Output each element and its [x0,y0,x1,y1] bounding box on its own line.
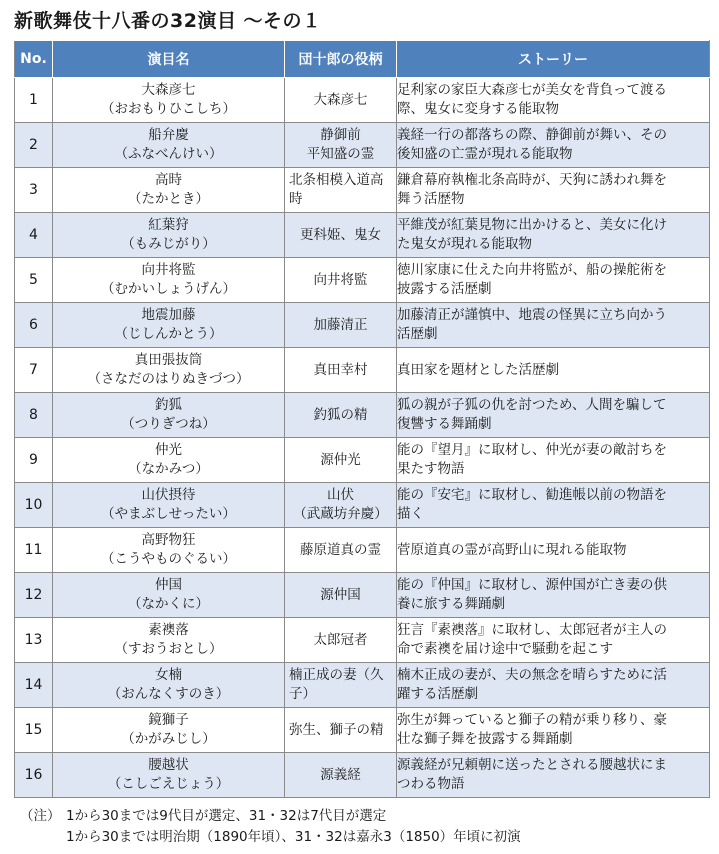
story-line-1: 能の『安宅』に取材し、勧進帳以前の物語を [397,487,667,503]
row-number: 10 [15,483,53,528]
program-title: 大森彦七 [141,82,196,98]
role-line-1: 弥生、獅子の精 [289,721,384,738]
role-cell [285,303,397,348]
header-story: ストーリー [397,41,710,78]
table-row [15,393,710,438]
program-title: 素襖落 [148,622,189,638]
program-title-cell [53,663,285,708]
program-title: 紅葉狩 [148,217,189,233]
story-line-2: つわる物語 [397,776,465,792]
role-line-2: 平知盛の霊 [306,146,375,162]
story-line-1: 能の『望月』に取材し、仲光が妻の敵討ちを [397,442,667,458]
table-row [15,573,710,618]
program-reading: （もみじがり） [121,236,216,252]
table-row [15,123,710,168]
row-number: 6 [15,303,53,348]
story-cell [397,393,710,438]
program-title-cell [53,483,285,528]
row-number: 9 [15,438,53,483]
program-title: 向井将監 [141,262,196,278]
row-number: 13 [15,618,53,663]
story-line-2: 果たす物語 [397,461,465,477]
story-line-2: 養に旅する舞踊劇 [397,596,505,612]
story-cell [397,213,710,258]
program-title: 鏡獅子 [148,712,189,728]
story-cell [397,258,710,303]
role-cell [285,123,397,168]
story-line-2: 描く [397,506,424,522]
program-reading: （こしごえじょう） [107,776,230,792]
role-line-1: 北条相模入道高 [289,172,384,188]
program-reading: （なかみつ） [128,461,209,477]
program-title: 高時 [155,172,182,188]
program-title-cell [53,258,285,303]
role-line-2: 子） [289,686,316,702]
table-row [15,528,710,573]
role-cell [285,258,397,303]
program-title: 仲国 [155,577,182,593]
story-line-2: 復讐する舞踊劇 [397,416,492,432]
story-cell [397,483,710,528]
story-cell [397,618,710,663]
program-reading: （ふなべんけい） [114,146,223,162]
row-number: 12 [15,573,53,618]
story-cell [397,123,710,168]
table-row [15,483,710,528]
table-row [15,753,710,798]
role-line-1: 太郎冠者 [313,631,368,648]
role-line-1: 真田幸村 [313,361,368,378]
program-reading: （すおうおとし） [114,641,223,657]
role-line-1: 楠正成の妻（久 [289,667,384,683]
row-number: 7 [15,348,53,393]
story-line-2: 後知盛の亡霊が現れる能取物 [397,146,573,162]
program-reading: （なかくに） [128,596,209,612]
program-title-cell [53,573,285,618]
program-reading: （じしんかとう） [114,326,223,342]
role-cell [285,438,397,483]
role-cell [285,393,397,438]
program-reading: （かがみじし） [121,731,216,747]
story-line-1: 能の『仲国』に取材し、源仲国が亡き妻の供 [397,577,667,593]
story-line-1: 狂言『素襖落』に取材し、太郎冠者が主人の [397,622,667,638]
story-line-1: 真田家を題材とした活歴劇 [397,361,559,378]
story-cell [397,438,710,483]
role-cell [285,753,397,798]
program-title-cell [53,393,285,438]
program-title-cell [53,303,285,348]
program-title-cell [53,348,285,393]
program-title: 高野物狂 [141,532,196,548]
footnotes [20,806,521,848]
story-line-1: 義経一行の都落ちの際、静御前が舞い、その [397,127,667,143]
story-cell [397,303,710,348]
table-row [15,348,710,393]
role-line-1: 向井将監 [313,271,368,288]
program-title-cell [53,618,285,663]
story-line-2: 躍する活歴劇 [397,686,478,702]
story-cell [397,753,710,798]
table-row [15,168,710,213]
table-row [15,618,710,663]
role-line-1: 山伏 [327,487,354,503]
role-cell [285,708,397,753]
role-cell [285,528,397,573]
program-reading: （たかとき） [128,191,209,207]
row-number: 4 [15,213,53,258]
program-title-cell [53,213,285,258]
story-cell [397,708,710,753]
notes-label: （注） [20,808,61,824]
story-cell [397,528,710,573]
table-row [15,213,710,258]
header-title: 演目名 [53,41,285,78]
row-number: 5 [15,258,53,303]
role-line-1: 大森彦七 [313,91,368,108]
story-line-1: 徳川家康に仕えた向井将監が、船の操舵術を [397,262,667,278]
table-row [15,438,710,483]
role-line-1: 源義経 [320,766,361,783]
program-title-cell [53,438,285,483]
page-title: 新歌舞伎十八番の32演目 〜その１ [14,10,322,32]
story-cell [397,168,710,213]
story-cell [397,348,710,393]
program-reading: （つりぎつね） [121,416,216,432]
role-line-1: 源仲国 [320,586,361,603]
row-number: 3 [15,168,53,213]
story-cell [397,663,710,708]
program-title: 山伏摂待 [141,487,196,503]
story-line-2: 命で素襖を届け途中で騒動を起こす [397,641,613,657]
program-title-cell [53,123,285,168]
table-row [15,663,710,708]
role-cell [285,348,397,393]
role-cell [285,78,397,123]
story-line-1: 加藤清正が謹慎中、地震の怪異に立ち向かう [397,307,667,323]
program-title-cell [53,528,285,573]
story-cell [397,78,710,123]
role-cell [285,213,397,258]
table-row [15,78,710,123]
row-number: 15 [15,708,53,753]
story-line-1: 楠木正成の妻が、夫の無念を晴らすために活 [397,667,667,683]
story-line-2: 舞う活歴物 [397,191,465,207]
table-row [15,303,710,348]
program-title: 腰越状 [148,757,189,773]
row-number: 14 [15,663,53,708]
program-title: 女楠 [155,667,182,683]
story-line-2: た鬼女が現れる能取物 [397,236,532,252]
row-number: 1 [15,78,53,123]
program-title: 真田張抜筒 [134,352,203,368]
story-line-2: 披露する活歴劇 [397,281,492,297]
role-line-1: 加藤清正 [313,316,368,333]
program-title: 船弁慶 [148,127,189,143]
role-cell [285,168,397,213]
role-cell [285,663,397,708]
role-line-2: 時 [289,191,303,207]
program-reading: （むかいしょうげん） [101,281,236,297]
header-no: No. [15,41,53,78]
row-number: 16 [15,753,53,798]
program-title: 地震加藤 [141,307,196,323]
table-body [15,78,710,798]
story-cell [397,573,710,618]
program-title-cell [53,78,285,123]
story-line-2: 活歴劇 [397,326,438,342]
program-reading: （こうやものぐるい） [101,551,236,567]
role-line-1: 藤原道真の霊 [300,541,381,558]
program-title-cell [53,168,285,213]
table-row [15,708,710,753]
table-row [15,258,710,303]
role-line-1: 更科姫、鬼女 [300,226,381,243]
story-line-1: 弥生が舞っていると獅子の精が乗り移り、豪 [397,712,667,728]
row-number: 11 [15,528,53,573]
story-line-1: 足利家の家臣大森彦七が美女を背負って渡る [397,82,667,98]
note-line-1: 1から30までは9代目が選定、31・32は7代目が選定 [66,808,387,824]
table-header-row [15,41,710,78]
row-number: 2 [15,123,53,168]
role-line-1: 釣狐の精 [313,406,368,423]
role-cell [285,618,397,663]
program-title-cell [53,708,285,753]
program-reading: （やまぶしせったい） [101,506,236,522]
story-line-1: 源義経が兄頼朝に送ったとされる腰越状にま [397,757,667,773]
story-line-1: 狐の親が子狐の仇を討つため、人間を騙して [397,397,667,413]
story-line-2: 際、鬼女に変身する能取物 [397,101,559,117]
role-line-2: （武蔵坊弁慶） [293,506,388,522]
program-reading: （おおもりひこしち） [101,101,236,117]
program-title: 釣狐 [155,397,182,413]
role-line-1: 静御前 [320,127,361,143]
role-cell [285,483,397,528]
story-line-1: 鎌倉幕府執権北条高時が、天狗に誘われ舞を [397,172,667,188]
note-line-2: 1から30までは明治期（1890年頃）、31・32は嘉永3（1850）年頃に初演 [66,829,521,845]
story-line-1: 菅原道真の霊が高野山に現れる能取物 [397,541,627,558]
story-line-2: 壮な獅子舞を披露する舞踊劇 [397,731,573,747]
program-reading: （さなだのはりぬきづつ） [87,371,250,387]
header-role: 団十郎の役柄 [285,41,397,78]
program-title-cell [53,753,285,798]
story-line-1: 平維茂が紅葉見物に出かけると、美女に化け [397,217,667,233]
program-title: 仲光 [155,442,182,458]
row-number: 8 [15,393,53,438]
role-cell [285,573,397,618]
program-reading: （おんなくすのき） [107,686,230,702]
program-table [14,40,710,798]
role-line-1: 源仲光 [320,451,361,468]
